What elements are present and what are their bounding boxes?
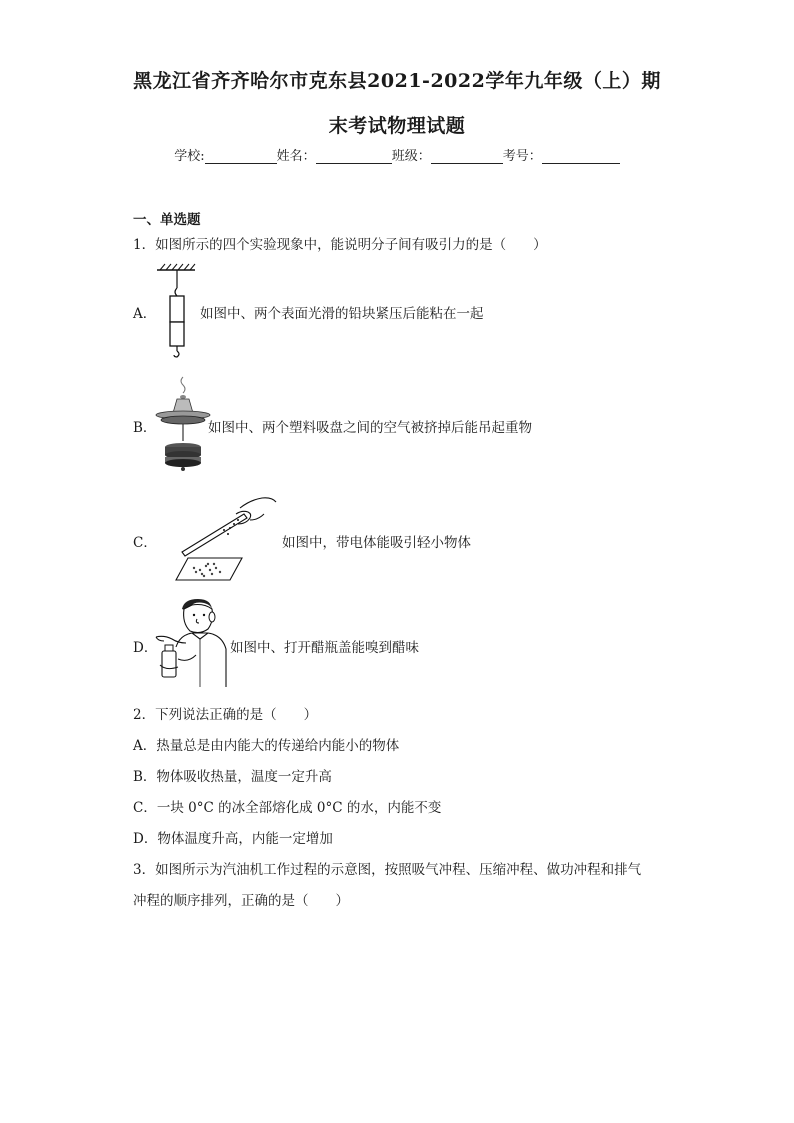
q1-option-a-letter: A． [133,306,157,322]
q2-option-c: C．一块 0°C 的冰全部熔化成 0°C 的水，内能不变 [133,800,442,816]
q2-option-b: B．物体吸收热量，温度一定升高 [133,769,332,785]
page-title-line2: 末考试物理试题 [328,115,466,137]
q2-option-a: A．热量总是由内能大的传递给内能小的物体 [133,738,400,754]
school-blank[interactable] [205,149,277,164]
q1-option-a-text: 如图中、两个表面光滑的铅块紧压后能粘在一起 [200,306,484,322]
exam-no-blank[interactable] [542,149,620,164]
suction-cups-figure [155,373,211,473]
section-heading: 一、单选题 [133,212,201,228]
q2-stem: 2．下列说法正确的是（ ） [133,707,318,723]
q1-option-c-text: 如图中，带电体能吸引轻小物体 [282,535,471,551]
q1-option-c-letter: C． [133,535,157,551]
q1-stem: 1．如图所示的四个实验现象中，能说明分子间有吸引力的是（ ） [133,237,547,253]
q1-option-d-letter: D． [133,640,158,656]
q3-stem-line2: 冲程的顺序排列，正确的是（ ） [133,893,349,909]
q2-option-d: D．物体温度升高，内能一定增加 [133,831,333,847]
name-label: 姓名： [276,149,316,164]
page-title-line1: 黑龙江省齐齐哈尔市克东县2021-2022学年九年级（上）期 [133,70,661,92]
exam-no-label: 考号： [502,149,542,164]
q1-option-d-text: 如图中、打开醋瓶盖能嗅到醋味 [230,640,419,656]
q3-stem-line1: 3．如图所示为汽油机工作过程的示意图，按照吸气冲程、压缩冲程、做功冲程和排气 [133,862,642,878]
name-blank[interactable] [316,149,392,164]
class-blank[interactable] [431,149,503,164]
student-info-row [0,145,794,164]
q1-option-b-text: 如图中、两个塑料吸盘之间的空气被挤掉后能吊起重物 [208,420,532,436]
school-label: 学校: [174,149,205,164]
vinegar-smell-figure [154,595,230,687]
class-label: 班级： [391,149,431,164]
q1-option-b-letter: B． [133,420,157,436]
lead-blocks-figure [155,262,197,358]
charged-rod-figure [158,490,278,582]
